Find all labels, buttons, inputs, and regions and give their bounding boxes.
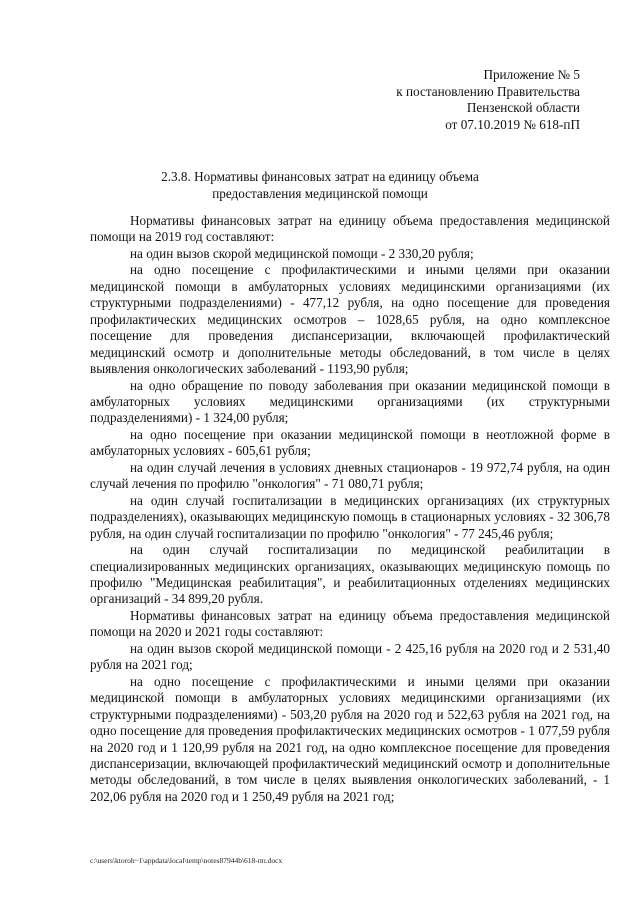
paragraph-norms-2020-2021-intro: Нормативы финансовых затрат на единицу объема предоставления медицинской помощи на 2020 и 2021 годы составляют: xyxy=(90,607,610,640)
paragraph-rehabilitation-2019: на один случай госпитализации по медицинской реабилитации в специализированных медицинских организациях, оказывающих медицинскую помощь по профилю "Медицинская реабилитация", и реабилитационных отделениях медицинских организаций - 34 899,20 рубля. xyxy=(90,542,610,607)
appendix-header xyxy=(396,67,580,133)
document-body xyxy=(90,213,610,805)
paragraph-hospitalization-2019: на один случай госпитализации в медицинских организациях (их структурных подразделениях), оказывающих медицинскую помощь в стационарных условиях - 32 306,78 рубля, на один случай госпитализации по профилю "онкология" - 77 245,46 рубля; xyxy=(90,492,610,541)
paragraph-ambulance-call-2020-2021: на один вызов скорой медицинской помощи - 2 425,16 рубля на 2020 год и 2 531,40 рубля на 2021 год; xyxy=(90,640,610,673)
appendix-resolution: к постановлению Правительства xyxy=(396,83,580,99)
paragraph-day-hospital-2019: на один случай лечения в условиях дневных стационаров - 19 972,74 рубля, на один случай лечения по профилю "онкология" - 71 080,71 рубля; xyxy=(90,459,610,492)
appendix-title: Приложение № 5 xyxy=(483,67,580,82)
paragraph-preventive-visit-2020-2021: на одно посещение с профилактическими и иными целями при оказании медицинской помощи в амбулаторных условиях медицинскими организациями (их структурными подразделениями) - 503,20 рубля на 2020 год и 522,63 рубля на 2021 год, на одно посещение для проведения профилактических медицинских осмотров - 1 077,59 рубля на 2020 год и 1 120,99 рубля на 2021 год, на одно комплексное посещение для проведения диспансеризации, включающей профилактический медицинский осмотр и дополнительные методы обследований, в том числе в целях выявления онкологических заболеваний, - 1 202,06 рубля на 2020 год и 1 250,49 рубля на 2021 год; xyxy=(90,673,610,804)
section-heading-line-2: предоставления медицинской помощи xyxy=(212,186,428,201)
paragraph-disease-appeal-2019: на одно обращение по поводу заболевания при оказании медицинской помощи в амбулаторных условиях медицинскими организациями (их структурными подразделениями) - 1 324,00 рубля; xyxy=(90,377,610,426)
appendix-region: Пензенской области xyxy=(466,100,580,116)
section-heading-line-1: 2.3.8. Нормативы финансовых затрат на единицу объема xyxy=(161,169,479,184)
appendix-date-number: от 07.10.2019 № 618-пП xyxy=(445,116,580,132)
file-path-footer: c:\users\ktoroh~1\appdata\local\temp\notes87944b\618-пп.docx xyxy=(90,856,283,865)
paragraph-preventive-visit-2019: на одно посещение с профилактическими и иными целями при оказании медицинской помощи в амбулаторных условиях медицинскими организациями (их структурными подразделениями) - 477,12 рубля, на одно посещение для проведения профилактических медицинских осмотров – 1028,65 рубля, на одно комплексное посещение для проведения диспансеризации, включающей профилактический медицинский осмотр и дополнительные методы обследований, в том числе в целях выявления онкологических заболеваний - 1193,90 рубля; xyxy=(90,262,610,377)
paragraph-norms-2019-intro: Нормативы финансовых затрат на единицу объема предоставления медицинской помощи на 2019 год составляют: xyxy=(90,213,610,245)
paragraph-ambulance-call-2019: на один вызов скорой медицинской помощи - 2 330,20 рубля; xyxy=(130,245,474,261)
paragraph-urgent-visit-2019: на одно посещение при оказании медицинской помощи в неотложной форме в амбулаторных условиях - 605,61 рубля; xyxy=(90,426,610,459)
section-heading xyxy=(0,168,640,202)
